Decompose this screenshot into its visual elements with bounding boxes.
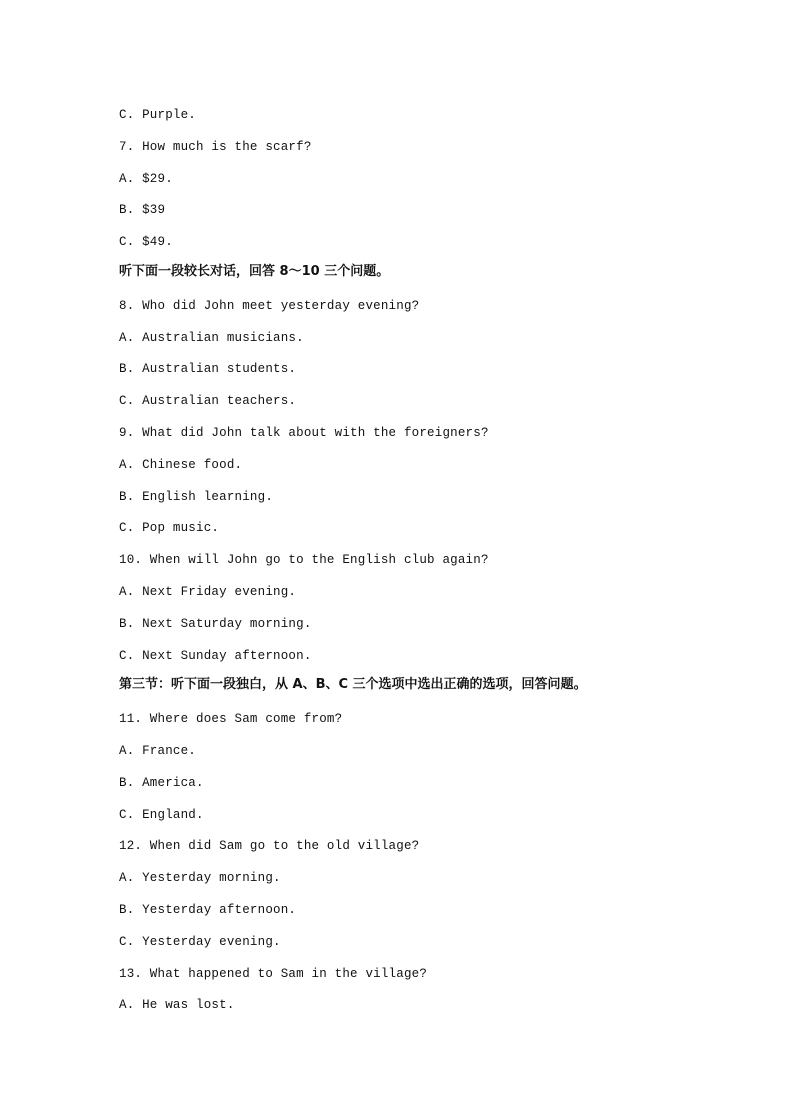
- section-heading: 第三节：听下面一段独白，从 A、B、C 三个选项中选出正确的选项，回答问题。: [119, 677, 587, 692]
- answer-option: B. Australian students.: [119, 362, 297, 376]
- section-heading: 听下面一段较长对话，回答 8～10 三个问题。: [119, 264, 390, 279]
- question-10: 10. When will John go to the English club again?: [119, 553, 489, 567]
- question-12: 12. When did Sam go to the old village?: [119, 839, 420, 853]
- question-11: 11. Where does Sam come from?: [119, 712, 343, 726]
- answer-option: A. He was lost.: [119, 998, 235, 1012]
- answer-option: C. England.: [119, 808, 204, 822]
- answer-option: A. Yesterday morning.: [119, 871, 281, 885]
- answer-option: A. $29.: [119, 172, 173, 186]
- answer-option: A. Australian musicians.: [119, 331, 304, 345]
- answer-option: C. Pop music.: [119, 521, 220, 535]
- answer-option: C. Next Sunday afternoon.: [119, 649, 312, 663]
- question-13: 13. What happened to Sam in the village?: [119, 967, 428, 981]
- answer-option: A. Next Friday evening.: [119, 585, 297, 599]
- answer-option: C. Purple.: [119, 108, 197, 122]
- answer-option: A. Chinese food.: [119, 458, 243, 472]
- answer-option: B. Yesterday afternoon.: [119, 903, 297, 917]
- answer-option: C. Australian teachers.: [119, 394, 297, 408]
- question-9: 9. What did John talk about with the foreigners?: [119, 426, 489, 440]
- answer-option: B. America.: [119, 776, 204, 790]
- answer-option: A. France.: [119, 744, 197, 758]
- answer-option: B. Next Saturday morning.: [119, 617, 312, 631]
- question-8: 8. Who did John meet yesterday evening?: [119, 299, 420, 313]
- answer-option: C. $49.: [119, 235, 173, 249]
- answer-option: B. $39: [119, 203, 166, 217]
- answer-option: C. Yesterday evening.: [119, 935, 281, 949]
- answer-option: B. English learning.: [119, 490, 274, 504]
- question-7: 7. How much is the scarf?: [119, 140, 312, 154]
